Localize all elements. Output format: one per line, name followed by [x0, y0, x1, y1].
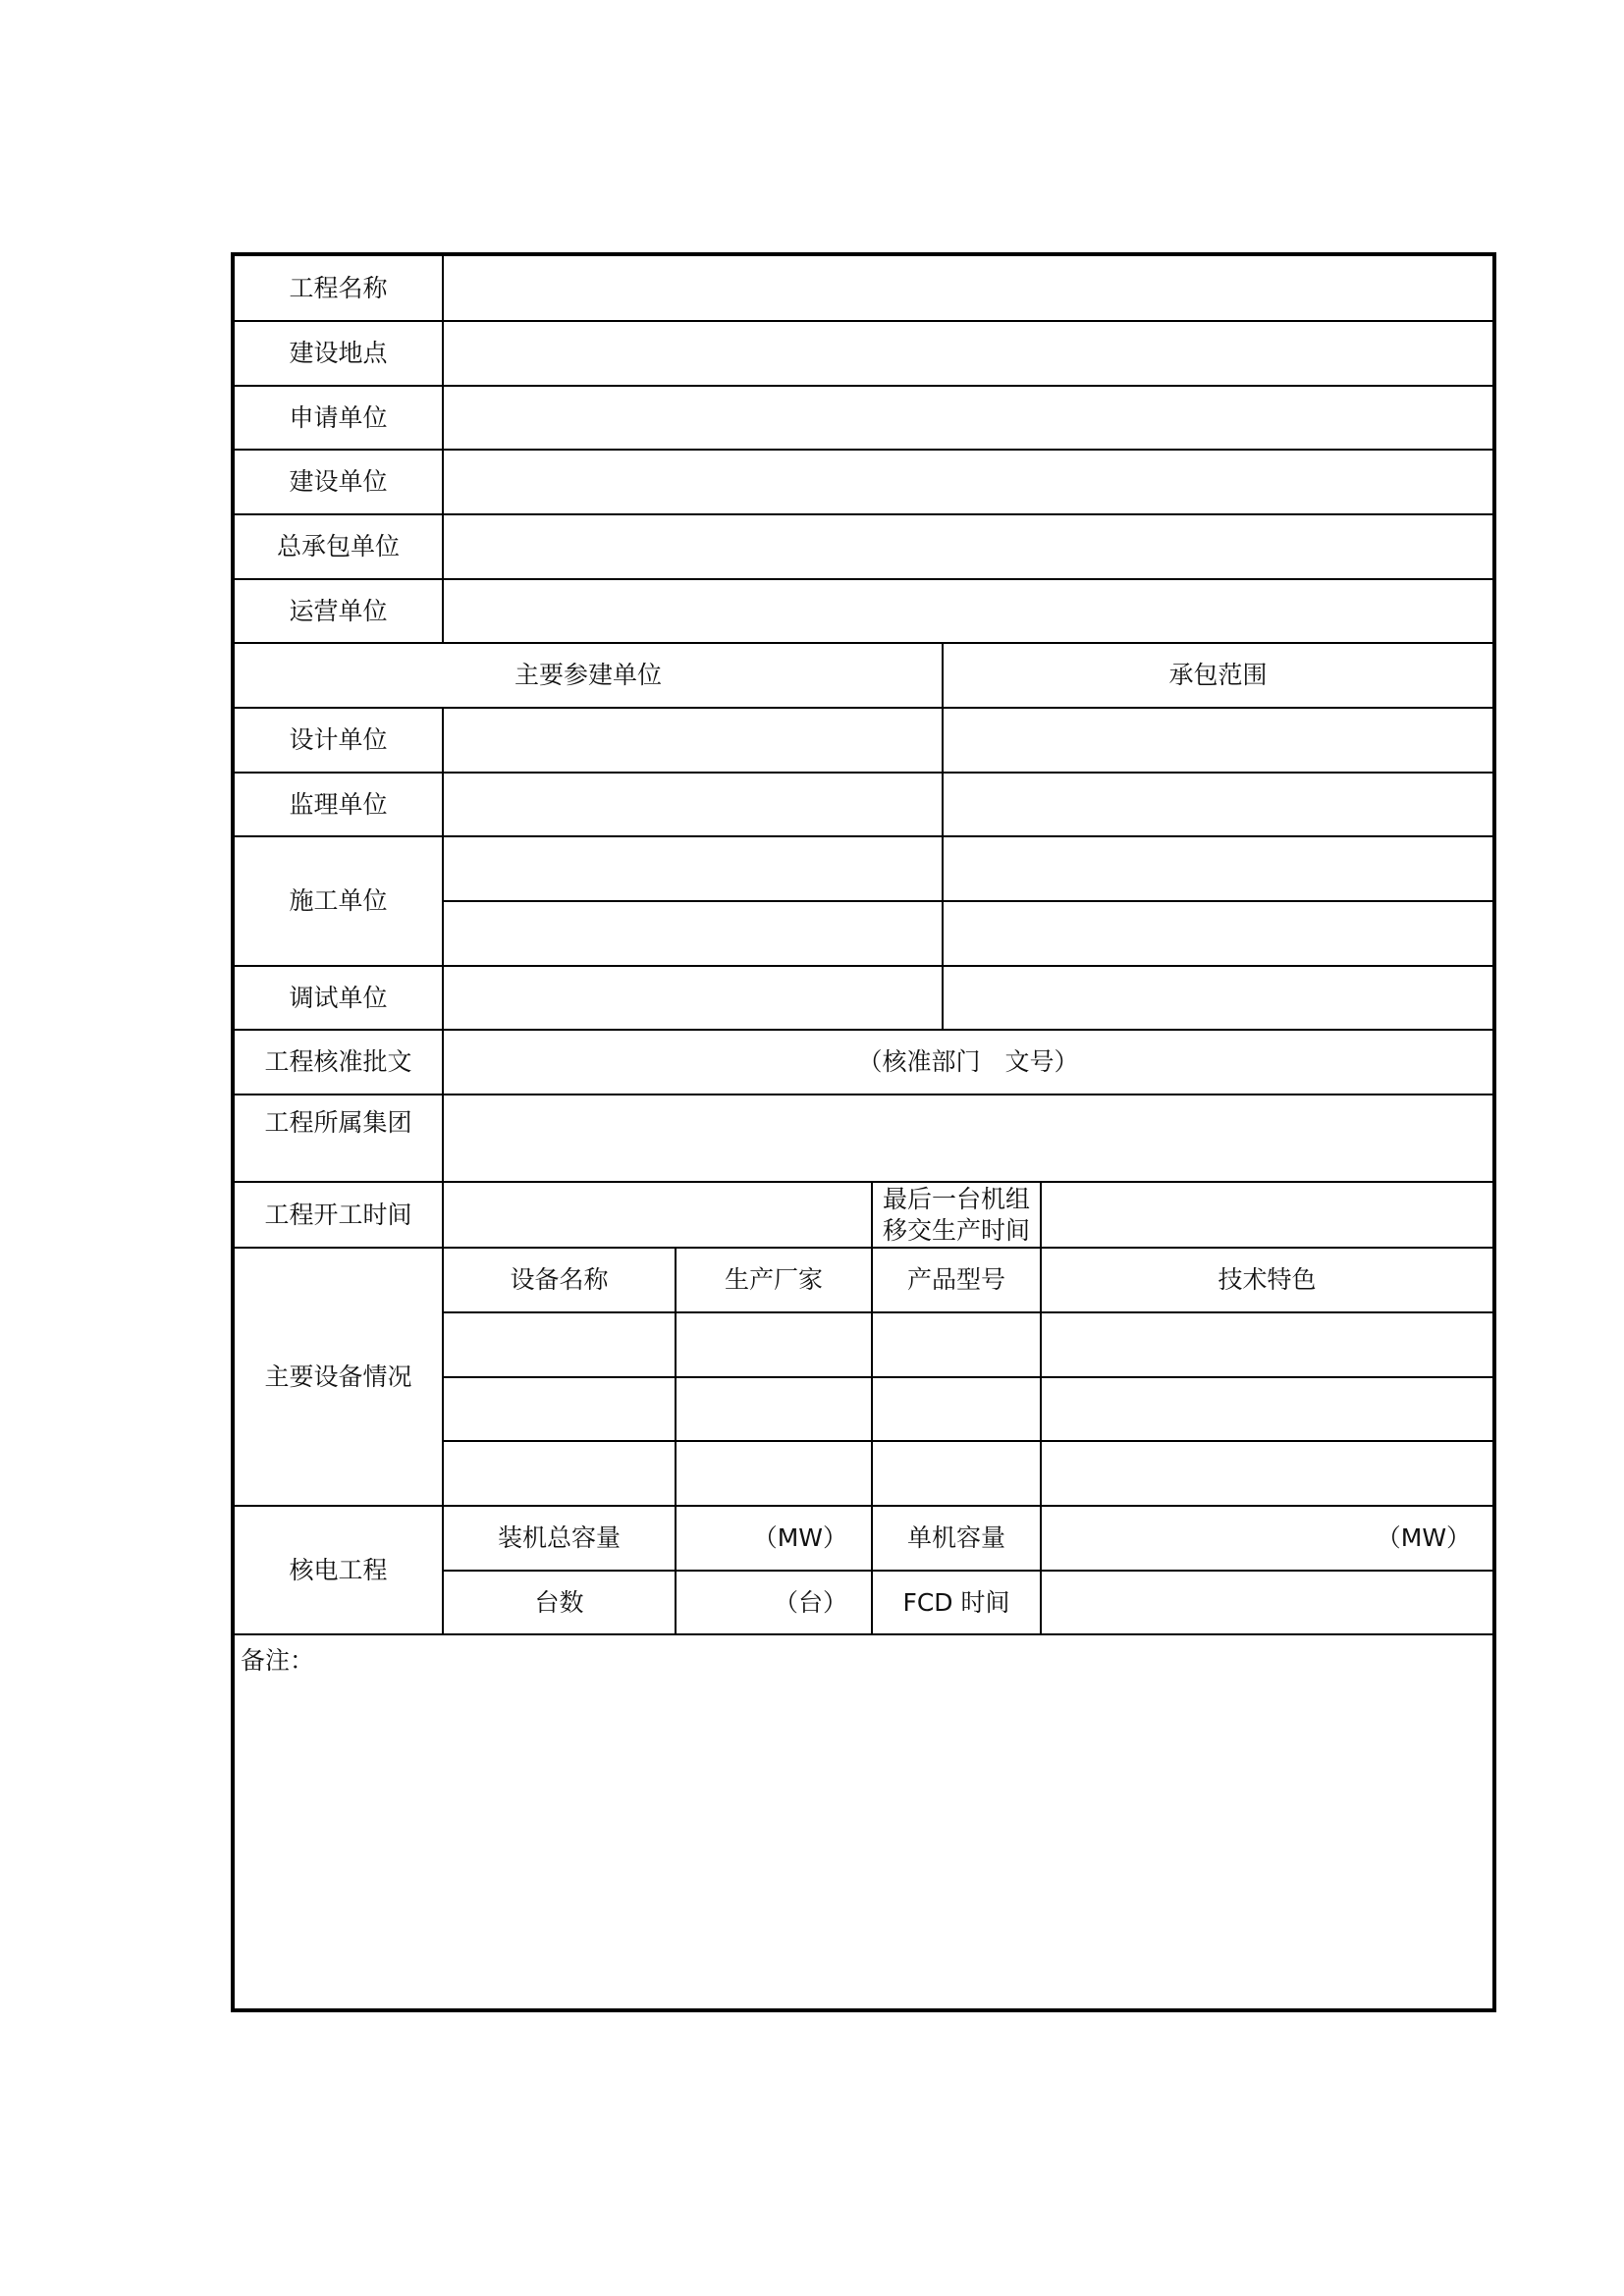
field-project-group[interactable] [443, 1095, 1492, 1182]
field-construction-unit-1[interactable] [443, 836, 943, 901]
label-supervision-unit: 监理单位 [235, 773, 443, 836]
field-construction-scope-2[interactable] [943, 901, 1492, 966]
equipment-cell-features[interactable] [1041, 1377, 1492, 1441]
application-form [231, 252, 1496, 2012]
field-start-time[interactable] [443, 1182, 872, 1248]
label-construction-unit: 施工单位 [235, 836, 443, 966]
equipment-cell-name[interactable] [443, 1377, 676, 1441]
field-builder[interactable] [443, 450, 1492, 514]
field-unit-count[interactable]: （台） [676, 1571, 872, 1634]
label-main-equipment: 主要设备情况 [235, 1248, 443, 1506]
remarks-area[interactable] [235, 1633, 1492, 2008]
label-project-group: 工程所属集团 [235, 1095, 443, 1182]
label-design-unit: 设计单位 [235, 708, 443, 773]
label-project-name: 工程名称 [235, 256, 443, 321]
field-general-contractor[interactable] [443, 514, 1492, 579]
equipment-cell-model[interactable] [872, 1312, 1041, 1377]
equipment-cell-model[interactable] [872, 1441, 1041, 1506]
equipment-cell-features[interactable] [1041, 1441, 1492, 1506]
label-nuclear-project: 核电工程 [235, 1506, 443, 1634]
field-applicant[interactable] [443, 386, 1492, 450]
field-commissioning-scope[interactable] [943, 966, 1492, 1030]
label-start-time: 工程开工时间 [235, 1182, 443, 1248]
label-last-unit-handover [872, 1182, 1041, 1248]
header-product-model: 产品型号 [872, 1248, 1041, 1312]
equipment-cell-features[interactable] [1041, 1312, 1492, 1377]
header-equipment-name: 设备名称 [443, 1248, 676, 1312]
equipment-cell-manufacturer[interactable] [676, 1441, 872, 1506]
field-fcd-time[interactable] [1041, 1571, 1492, 1634]
field-design-unit[interactable] [443, 708, 943, 773]
field-approval-document[interactable]: （核准部门 文号） [443, 1030, 1492, 1095]
field-unit-capacity[interactable]: （MW） [1041, 1506, 1492, 1571]
form-table [235, 256, 1492, 1635]
label-fcd-time: FCD 时间 [872, 1571, 1041, 1634]
label-approval-document: 工程核准批文 [235, 1030, 443, 1095]
equipment-cell-name[interactable] [443, 1312, 676, 1377]
label-unit-capacity: 单机容量 [872, 1506, 1041, 1571]
header-contract-scope: 承包范围 [943, 643, 1492, 708]
last-unit-line-1: 最后一台机组 [882, 1185, 1030, 1214]
label-commissioning-unit: 调试单位 [235, 966, 443, 1030]
header-technical-features: 技术特色 [1041, 1248, 1492, 1312]
remarks-label: 备注： [241, 1646, 315, 1675]
field-project-name[interactable] [443, 256, 1492, 321]
field-supervision-unit[interactable] [443, 773, 943, 836]
label-applicant: 申请单位 [235, 386, 443, 450]
equipment-cell-manufacturer[interactable] [676, 1377, 872, 1441]
header-manufacturer: 生产厂家 [676, 1248, 872, 1312]
field-last-unit-handover[interactable] [1041, 1182, 1492, 1248]
label-general-contractor: 总承包单位 [235, 514, 443, 579]
header-main-participants: 主要参建单位 [235, 643, 943, 708]
field-total-capacity[interactable]: （MW） [676, 1506, 872, 1571]
label-operator: 运营单位 [235, 579, 443, 643]
field-construction-scope-1[interactable] [943, 836, 1492, 901]
field-construction-unit-2[interactable] [443, 901, 943, 966]
field-design-scope[interactable] [943, 708, 1492, 773]
equipment-cell-manufacturer[interactable] [676, 1312, 872, 1377]
field-supervision-scope[interactable] [943, 773, 1492, 836]
field-operator[interactable] [443, 579, 1492, 643]
label-location: 建设地点 [235, 321, 443, 386]
last-unit-line-2: 移交生产时间 [882, 1215, 1030, 1245]
label-builder: 建设单位 [235, 450, 443, 514]
label-unit-count: 台数 [443, 1571, 676, 1634]
equipment-cell-model[interactable] [872, 1377, 1041, 1441]
field-commissioning-unit[interactable] [443, 966, 943, 1030]
label-total-capacity: 装机总容量 [443, 1506, 676, 1571]
field-location[interactable] [443, 321, 1492, 386]
equipment-cell-name[interactable] [443, 1441, 676, 1506]
